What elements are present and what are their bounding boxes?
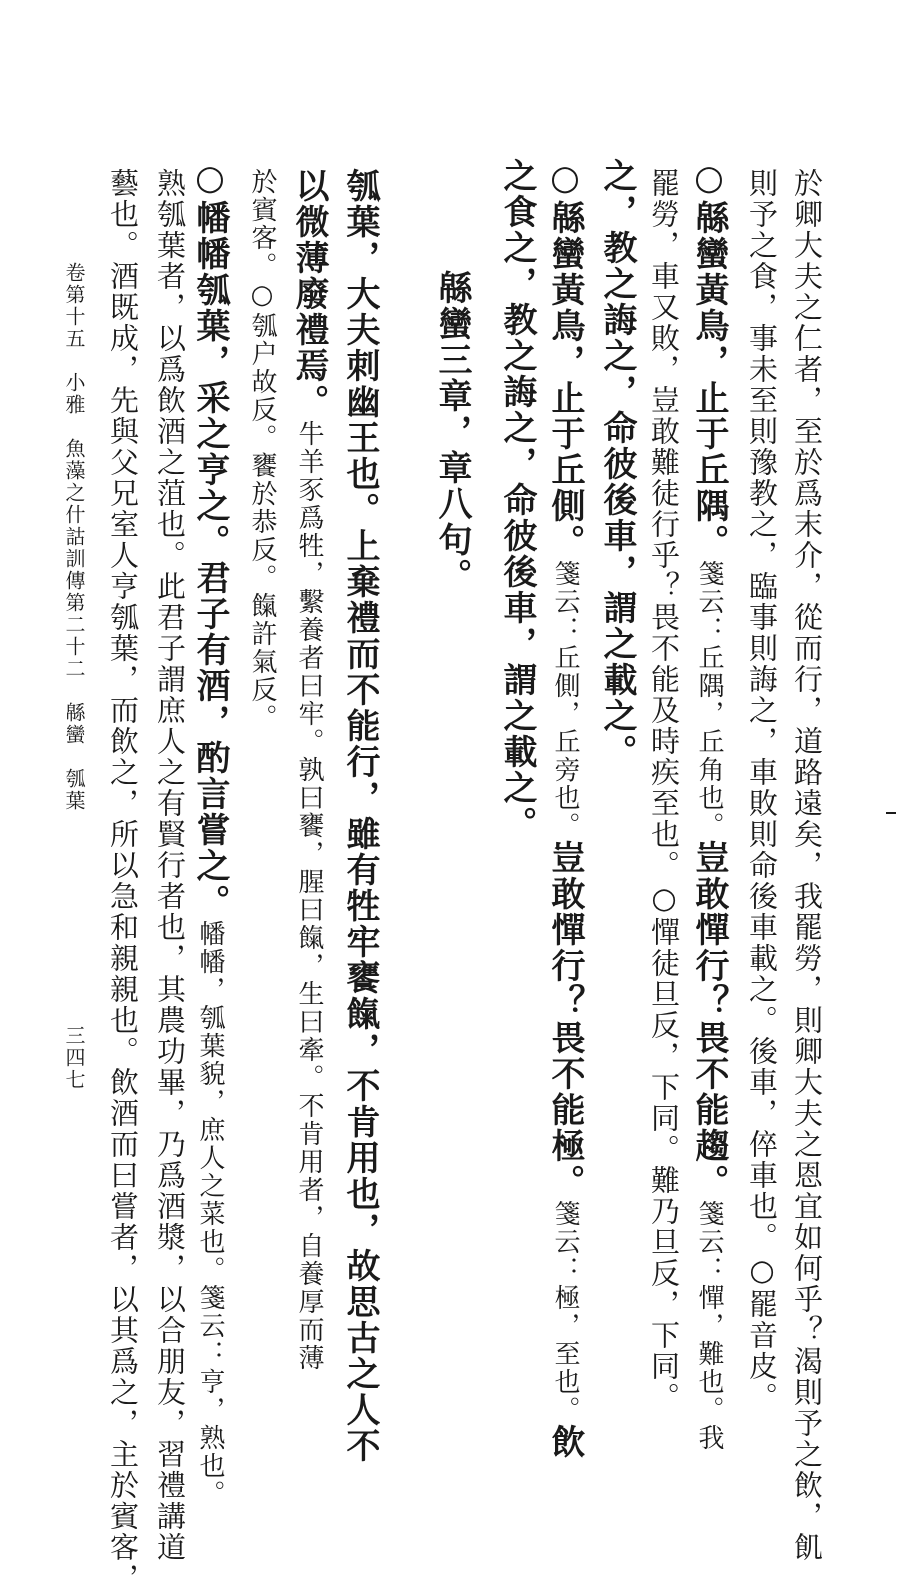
preface-text: 以微薄廢禮焉。 <box>289 168 329 420</box>
commentary: 幡幡，瓠葉貌，庶人之菜也。箋云：亨，熟也。 <box>195 920 225 1508</box>
poem-line: 飲 <box>545 1424 585 1460</box>
poem-line: ○幡幡瓠葉，采之亨之。君子有酒，酌言嘗之。 <box>190 158 230 920</box>
commentary: 牛羊豕爲牲，繫養者曰牢。孰曰饔，腥曰餼，生曰牽。不肯用者，自養厚而薄 <box>294 420 324 1372</box>
commentary: 箋云：極，至也。 <box>550 1200 580 1424</box>
chapter-summary: 緜蠻三章，章八句。 <box>432 270 472 594</box>
commentary: 箋云：丘隅，丘角也。 <box>694 560 724 840</box>
text-column-10: 熟瓠葉者，以爲飲酒之菹也。此君子謂庶人之有賢行者也，其農功畢，乃爲酒漿，以合朋友，習禮講道 <box>153 168 187 1563</box>
text-column-2: 則予之食，事未至則豫教之，臨事則誨之，車敗則命後車載之。後車，倅車也。○罷音皮。 <box>745 168 779 1413</box>
poem-line: ○緜蠻黃鳥，止于丘側。 <box>545 158 585 560</box>
text-column-9 <box>190 158 230 1508</box>
poem-line: 豈敢憚行？畏不能趨。 <box>689 840 729 1200</box>
text-column-11: 藝也。酒既成，先與父兄室人亨瓠葉，而飲之，所以急和親親也。飲酒而曰嘗者，以其爲之，主於賓客， <box>106 168 140 1594</box>
poem-line: 之，教之誨之，命彼後車，謂之載之。 <box>597 158 637 770</box>
text-column-7: 之食之，教之誨之，命彼後車，謂之載之。 <box>497 158 537 842</box>
preface-column-1: 瓠葉，大夫刺幽王也。上棄禮而不能行，雖有牲牢饔餼，不肯用也，故思古之人不 <box>340 168 380 1464</box>
text-column-8: 於賓客。○瓠户故反。饔於恭反。餼許氣反。 <box>247 168 277 732</box>
text-column-6 <box>545 158 585 1460</box>
text-column-5 <box>597 158 637 1308</box>
poem-line: ○緜蠻黃鳥，止于丘隅。 <box>689 158 729 560</box>
running-head: 卷第十五 小雅 魚藻之什詁訓傳第二十二 緜蠻 瓠葉 <box>62 262 86 812</box>
text-column-1: 於卿大夫之仁者，至於爲末介，從而行，道路遠矣，我罷勞，則卿大夫之恩宜如何乎？渴則予之飲，飢 <box>790 168 824 1563</box>
poem-line: 豈敢憚行？畏不能極。 <box>545 840 585 1200</box>
commentary: 箋云：憚，難也。我 <box>694 1200 724 1452</box>
page-number: 三四七 <box>62 1025 86 1091</box>
margin-mark <box>886 812 896 814</box>
text-column-4: 罷勞，車又敗，豈敢難徒行乎？畏不能及時疾至也。○憚徒旦反，下同。難乃旦反，下同。 <box>647 168 681 1413</box>
preface-column-2 <box>289 168 329 1372</box>
text-column-3 <box>689 158 729 1452</box>
commentary: 箋云：丘側，丘旁也。 <box>550 560 580 840</box>
